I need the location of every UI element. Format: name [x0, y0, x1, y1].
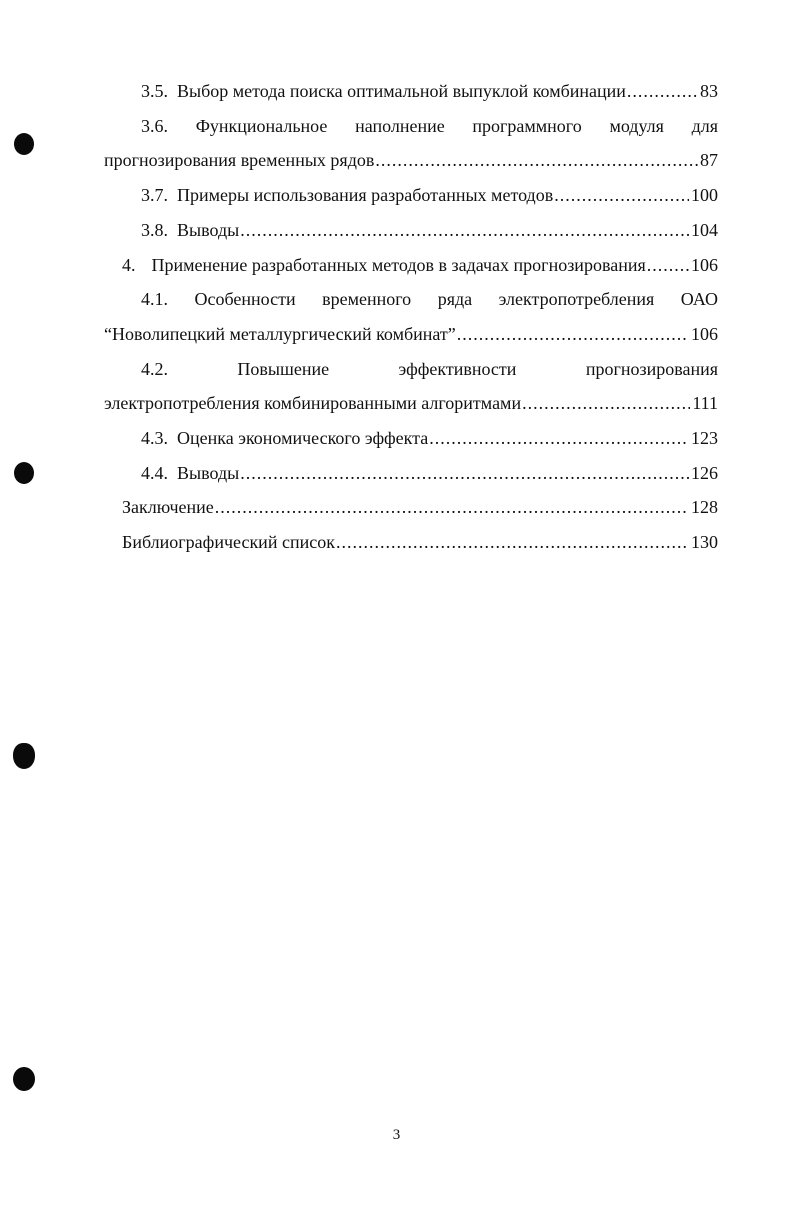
toc-word: Повышение: [237, 358, 330, 379]
toc-word: модуля: [609, 115, 664, 136]
toc-word: временного: [322, 289, 412, 310]
binder-hole-mark: [13, 743, 35, 769]
toc-page: 106: [691, 323, 718, 344]
toc-word: электропотребления: [498, 289, 655, 310]
toc-page: 128: [691, 497, 718, 518]
binder-hole-mark: [14, 133, 34, 155]
toc-title-continued: “Новолипецкий металлургический комбинат”: [104, 323, 456, 344]
toc-page: 123: [691, 428, 718, 449]
toc-entry-3-8[interactable]: [104, 213, 718, 248]
toc-entry-4-3[interactable]: [104, 421, 718, 456]
toc-word: Функциональное: [195, 115, 328, 136]
toc-leader: [522, 386, 690, 421]
toc-title: Примеры использования разработанных методов: [177, 185, 554, 206]
toc-leader: [457, 317, 689, 352]
toc-word: ОАО: [680, 289, 719, 310]
toc-leader: [647, 248, 689, 283]
toc-entry-4-1-line1[interactable]: [104, 282, 718, 317]
toc-number: 4.4.: [141, 462, 168, 483]
toc-title: Оценка экономического эффекта: [177, 428, 429, 449]
page-number: 3: [392, 1127, 401, 1143]
toc-page: 83: [700, 81, 718, 101]
toc-leader: [240, 213, 689, 248]
toc-number: 4.2.: [141, 358, 168, 379]
toc-number: 3.7.: [141, 185, 168, 206]
toc-page: 104: [691, 219, 718, 240]
toc-number: 3.5.: [141, 81, 168, 101]
toc-leader: [429, 421, 689, 456]
toc-leader: [375, 143, 698, 178]
toc-entry-4-1-line2[interactable]: [104, 317, 718, 352]
toc-word: для: [691, 115, 719, 136]
toc-title: Выводы: [177, 462, 240, 483]
toc-entry-4[interactable]: [104, 248, 718, 283]
toc-page: 111: [692, 393, 718, 414]
toc-word: Особенности: [194, 289, 296, 310]
toc-entry-3-7[interactable]: [104, 178, 718, 213]
toc-title: Библиографический список: [122, 532, 335, 553]
toc-leader: [240, 456, 689, 491]
toc-title-continued: прогнозирования временных рядов: [104, 150, 375, 171]
toc-number: 4.1.: [141, 289, 168, 310]
toc-word: эффективности: [398, 358, 517, 379]
toc-word: прогнозирования: [585, 358, 719, 379]
toc-page: 130: [691, 532, 718, 553]
toc-leader: [215, 490, 689, 525]
toc-entry-bibliography[interactable]: [104, 525, 718, 560]
toc-entry-4-2-line1[interactable]: [104, 352, 718, 387]
toc-entry-3-6-line2[interactable]: [104, 143, 718, 178]
toc-title: Применение разработанных методов в задачах прогнозирования: [151, 254, 646, 275]
toc-entry-3-5[interactable]: [104, 74, 718, 109]
toc-leader: [554, 178, 689, 213]
toc-page: 126: [691, 462, 718, 483]
toc-title: Заключение: [122, 497, 214, 518]
toc-page: 106: [691, 254, 718, 275]
toc-entry-4-4[interactable]: [104, 456, 718, 491]
toc-entry-4-2-line2[interactable]: [104, 386, 718, 421]
binder-hole-mark: [14, 462, 34, 484]
toc-number: 3.8.: [141, 219, 168, 240]
toc-entry-3-6-line1[interactable]: [104, 109, 718, 144]
toc-page: 100: [691, 185, 718, 206]
toc-word: ряда: [437, 289, 473, 310]
toc-number: 4.: [122, 254, 136, 275]
toc-leader: [336, 525, 689, 560]
toc-entry-conclusion[interactable]: [104, 490, 718, 525]
toc-number: 3.6.: [141, 115, 168, 136]
toc-number: 4.3.: [141, 428, 168, 449]
binder-hole-mark: [13, 1067, 35, 1091]
toc-word: наполнение: [355, 115, 445, 136]
toc-page: 87: [700, 150, 718, 171]
toc-word: программного: [472, 115, 582, 136]
table-of-contents: [104, 74, 718, 560]
toc-leader: [627, 74, 698, 109]
toc-title-continued: электропотребления комбинированными алгоритмами: [104, 393, 522, 414]
toc-title: Выводы: [177, 219, 240, 240]
toc-title: Выбор метода поиска оптимальной выпуклой комбинации: [177, 81, 626, 101]
